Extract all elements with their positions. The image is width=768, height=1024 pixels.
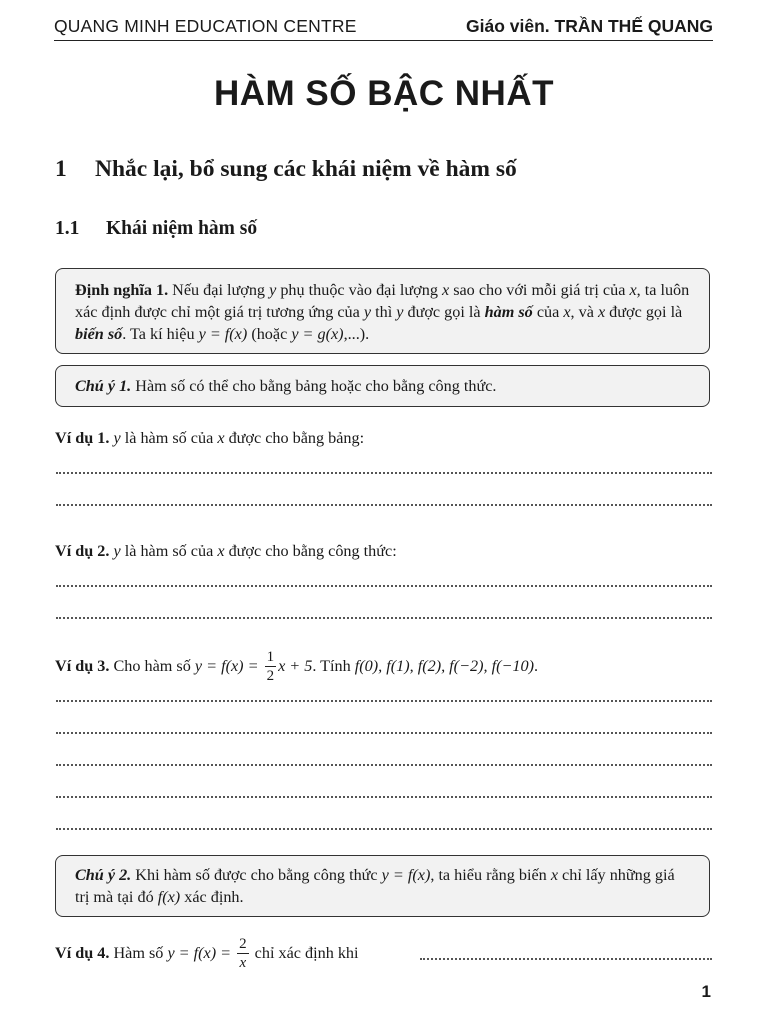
note-text: Hàm số có thể cho bằng bảng hoặc cho bằng công thức. bbox=[131, 377, 497, 395]
example-label: Ví dụ 2. bbox=[55, 542, 110, 560]
note-text: Khi hàm số được cho bằng công thức bbox=[131, 866, 382, 884]
example-text: chỉ xác định khi bbox=[250, 944, 359, 962]
fraction-numerator: 2 bbox=[239, 936, 247, 953]
subsection-heading-1-1 bbox=[55, 218, 257, 240]
answer-line bbox=[56, 494, 712, 506]
math-var: y bbox=[396, 303, 404, 321]
answer-line bbox=[56, 462, 712, 474]
example-label: Ví dụ 3. bbox=[55, 657, 110, 675]
math-formula: x + 5 bbox=[278, 657, 313, 675]
example-2 bbox=[55, 540, 715, 562]
math-formula: y = f(x) = bbox=[167, 944, 232, 962]
math-formula: y = f(x) bbox=[381, 866, 431, 884]
answer-line bbox=[56, 786, 712, 798]
math-var: x bbox=[550, 866, 558, 884]
math-var: y bbox=[113, 542, 121, 560]
definition-text: (hoặc bbox=[247, 325, 292, 343]
definition-text: của bbox=[532, 303, 564, 321]
definition-text: , ta luôn xác định được chỉ một giá trị tương ứng của bbox=[75, 281, 690, 321]
document-title: HÀM SỐ BẬC NHẤT bbox=[214, 74, 554, 113]
definition-text: sao cho với mỗi giá trị của bbox=[449, 281, 630, 299]
note-text: chỉ lấy những giá trị mà tại đó bbox=[75, 866, 675, 906]
definition-text: . Ta kí hiệu bbox=[122, 325, 199, 343]
math-var: y bbox=[113, 429, 121, 447]
fraction-denominator: x bbox=[239, 955, 247, 972]
section-number: 1 bbox=[55, 156, 67, 182]
fraction bbox=[265, 650, 277, 684]
example-label: Ví dụ 4. bbox=[55, 944, 110, 962]
answer-line bbox=[56, 607, 712, 619]
example-label: Ví dụ 1. bbox=[55, 429, 110, 447]
answer-line bbox=[56, 690, 712, 702]
term-function: hàm số bbox=[484, 303, 533, 321]
definition-text: phụ thuộc vào đại lượng bbox=[276, 281, 442, 299]
math-var: x bbox=[217, 542, 225, 560]
math-var: y bbox=[269, 281, 277, 299]
definition-label: Định nghĩa 1. bbox=[75, 281, 169, 299]
answer-line bbox=[56, 575, 712, 587]
page-number: 1 bbox=[701, 982, 711, 1001]
example-1 bbox=[55, 427, 715, 449]
note-text: xác định. bbox=[180, 888, 244, 906]
note-label: Chú ý 1. bbox=[75, 377, 132, 395]
definition-text: được gọi là bbox=[403, 303, 485, 321]
example-text: được cho bằng công thức: bbox=[224, 542, 397, 560]
math-formula: f(x) bbox=[157, 888, 181, 906]
answer-line bbox=[56, 818, 712, 830]
subsection-title: Khái niệm hàm số bbox=[106, 218, 258, 239]
note-box-1 bbox=[55, 365, 710, 407]
math-var: y bbox=[363, 303, 372, 321]
definition-text: được gọi là bbox=[605, 303, 683, 321]
example-3 bbox=[55, 644, 715, 688]
answer-line bbox=[420, 948, 712, 960]
math-var: x bbox=[563, 303, 571, 321]
note-label: Chú ý 2. bbox=[75, 866, 132, 884]
fraction-numerator: 1 bbox=[266, 649, 275, 666]
answer-line bbox=[56, 722, 712, 734]
math-var: x bbox=[441, 281, 450, 299]
header-teacher-name: Giáo viên. TRẦN THẾ QUANG bbox=[466, 16, 713, 36]
example-4 bbox=[55, 931, 415, 975]
example-text: là hàm số của bbox=[120, 542, 218, 560]
example-text: Cho hàm số bbox=[109, 657, 195, 675]
math-var: x bbox=[217, 429, 225, 447]
example-text: . bbox=[533, 657, 539, 675]
math-var: x bbox=[597, 303, 606, 321]
definition-text: ,...). bbox=[343, 325, 370, 343]
example-text: là hàm số của bbox=[120, 429, 218, 447]
section-title: Nhắc lại, bổ sung các khái niệm về hàm số bbox=[95, 156, 517, 182]
page-header bbox=[54, 14, 713, 41]
answer-line bbox=[56, 754, 712, 766]
example-text: được cho bằng bảng: bbox=[224, 429, 365, 447]
definition-text: thì bbox=[371, 303, 397, 321]
math-formula: f(0), f(1), f(2), f(−2), f(−10) bbox=[354, 657, 534, 675]
term-variable: biến số bbox=[75, 325, 123, 343]
definition-text: , và bbox=[570, 303, 598, 321]
header-centre-name: QUANG MINH EDUCATION CENTRE bbox=[54, 16, 357, 36]
fraction bbox=[237, 937, 249, 971]
math-formula: y = f(x) = bbox=[194, 657, 259, 675]
math-formula: y = f(x) bbox=[198, 325, 248, 343]
example-text: Hàm số bbox=[109, 944, 168, 962]
definition-text: Nếu đại lượng bbox=[168, 281, 270, 299]
note-text: , ta hiểu rằng biến bbox=[430, 866, 551, 884]
definition-box bbox=[55, 268, 710, 354]
fraction-denominator: 2 bbox=[266, 668, 275, 685]
note-box-2 bbox=[55, 855, 710, 917]
example-text: . Tính bbox=[312, 657, 355, 675]
math-formula: y = g(x) bbox=[291, 325, 344, 343]
subsection-number: 1.1 bbox=[55, 218, 80, 239]
section-heading-1 bbox=[55, 156, 517, 183]
math-var: x bbox=[629, 281, 637, 299]
